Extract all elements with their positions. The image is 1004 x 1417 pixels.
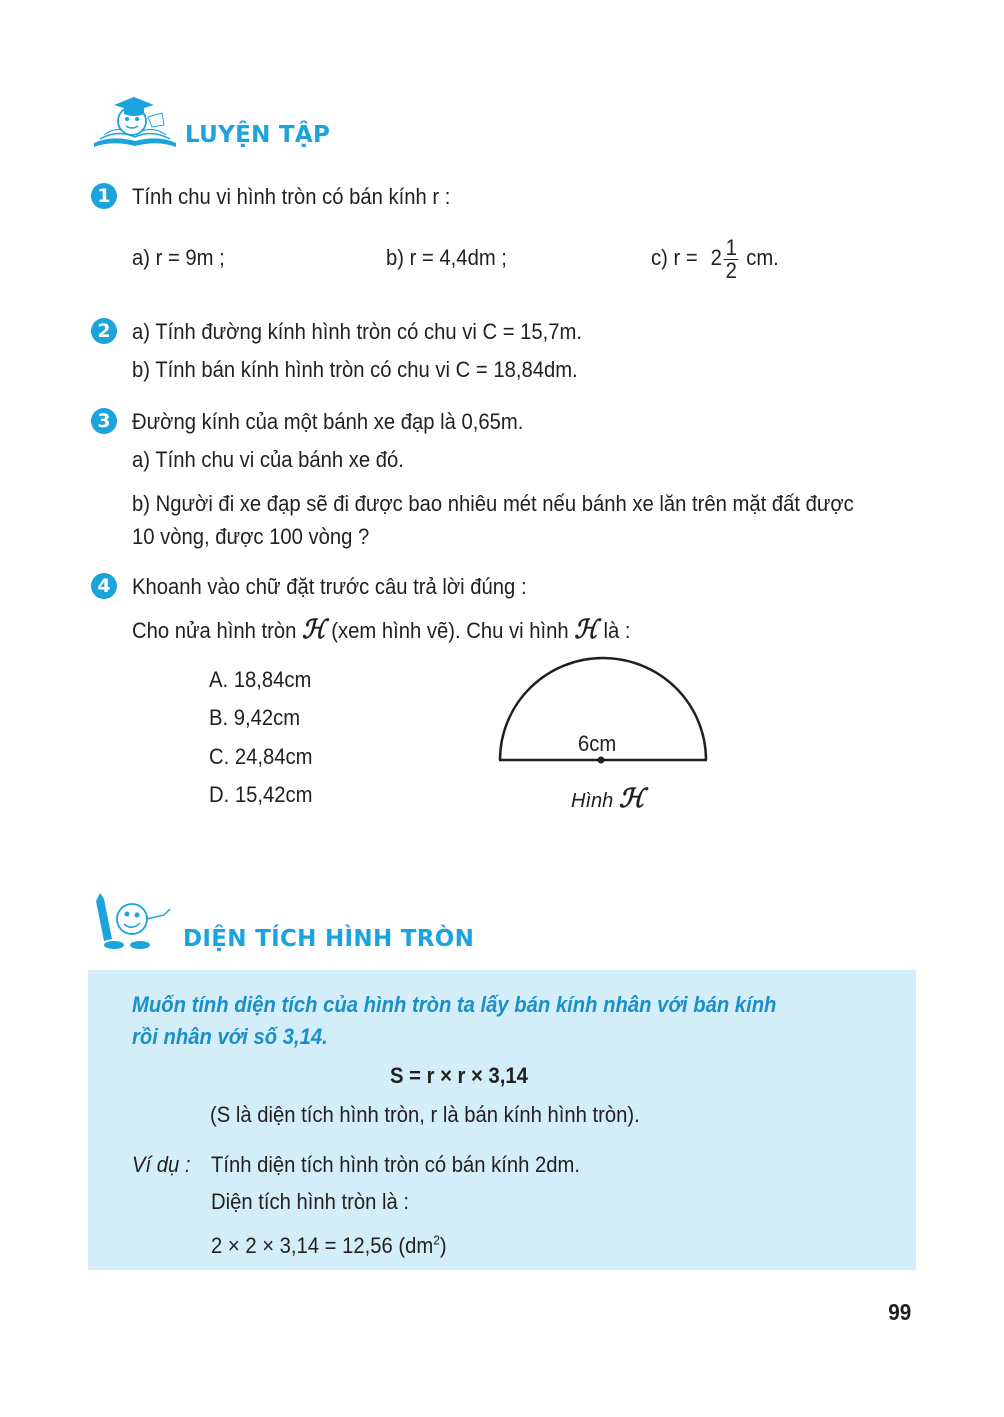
figure-caption — [571, 786, 645, 814]
section-header-luyen-tap — [92, 95, 512, 157]
diameter-label: 6cm — [578, 731, 617, 756]
answer-option-d[interactable]: D. 15,42cm — [209, 782, 313, 807]
script-h-symbol: ℋ — [301, 615, 326, 645]
example-calc: 2 × 2 × 3,14 = 12,56 (dm — [211, 1233, 434, 1258]
answer-option-b[interactable]: B. 9,42cm — [209, 705, 301, 730]
example-line1: Tính diện tích hình tròn có bán kính 2dm. — [211, 1152, 581, 1177]
rule-text-line2: rồi nhân với số 3,14. — [132, 1024, 328, 1049]
student-reading-book-icon — [92, 95, 178, 150]
section-header-dien-tich — [92, 893, 512, 955]
line2-text-a: Cho nửa hình tròn — [132, 618, 297, 643]
exercise-3-part-b-line2: 10 vòng, được 100 vòng ? — [132, 524, 370, 549]
caption-text: Hình — [571, 790, 614, 812]
exercise-number-badge: 4 — [91, 573, 117, 599]
exercise-1-prompt: Tính chu vi hình tròn có bán kính r : — [132, 184, 451, 209]
superscript-2: 2 — [433, 1232, 440, 1248]
page-number: 99 — [888, 1299, 912, 1325]
exercise-3-part-b-line1: b) Người đi xe đạp sẽ đi được bao nhiêu mét nếu bánh xe lăn trên mặt đất được — [132, 491, 854, 516]
fraction — [724, 234, 739, 283]
exercise-number-badge: 1 — [91, 183, 117, 209]
exercise-1-part-c — [651, 233, 779, 283]
example-line2: Diện tích hình tròn là : — [211, 1189, 410, 1214]
example-line3 — [211, 1233, 447, 1259]
fraction-denominator: 2 — [725, 257, 737, 283]
exercise-4-prompt: Khoanh vào chữ đặt trước câu trả lời đúng : — [132, 574, 527, 599]
exercise-3-prompt: Đường kính của một bánh xe đạp là 0,65m. — [132, 409, 524, 434]
exercise-1-part-a: a) r = 9m ; — [132, 245, 225, 270]
example-close-paren: ) — [439, 1233, 447, 1258]
section-title: DIỆN TÍCH HÌNH TRÒN — [183, 926, 475, 952]
cartoon-pencil-character-icon — [92, 893, 176, 951]
exercise-1-part-b: b) r = 4,4dm ; — [386, 245, 507, 270]
line2-text-c: là : — [603, 618, 631, 643]
answer-option-c[interactable]: C. 24,84cm — [209, 744, 313, 769]
part-c-whole: 2 — [710, 245, 722, 270]
exercise-3-part-a: a) Tính chu vi của bánh xe đó. — [132, 447, 404, 472]
line2-text-b: (xem hình vẽ). Chu vi hình — [331, 618, 569, 643]
exercise-number-badge: 3 — [91, 408, 117, 434]
exercise-number-badge: 2 — [91, 318, 117, 344]
exercise-2-part-b: b) Tính bán kính hình tròn có chu vi C = 18,84dm. — [132, 357, 578, 382]
rule-text-line1: Muốn tính diện tích của hình tròn ta lấy bán kính nhân với bán kính — [132, 992, 777, 1017]
part-c-suffix: cm. — [746, 245, 779, 270]
example-label: Ví dụ : — [132, 1152, 191, 1177]
part-c-prefix: c) r = — [651, 245, 698, 270]
exercise-2-part-a: a) Tính đường kính hình tròn có chu vi C = 15,7m. — [132, 319, 583, 344]
formula-note: (S là diện tích hình tròn, r là bán kính hình tròn). — [210, 1102, 640, 1127]
area-formula: S = r × r × 3,14 — [390, 1063, 528, 1088]
exercise-4-line2 — [132, 617, 631, 644]
center-point — [598, 757, 605, 764]
script-h-symbol: ℋ — [574, 615, 598, 645]
fraction-numerator: 1 — [725, 234, 737, 260]
script-h-symbol: ℋ — [618, 784, 645, 814]
answer-option-a[interactable]: A. 18,84cm — [209, 667, 312, 692]
section-title: LUYỆN TẬP — [185, 122, 331, 148]
